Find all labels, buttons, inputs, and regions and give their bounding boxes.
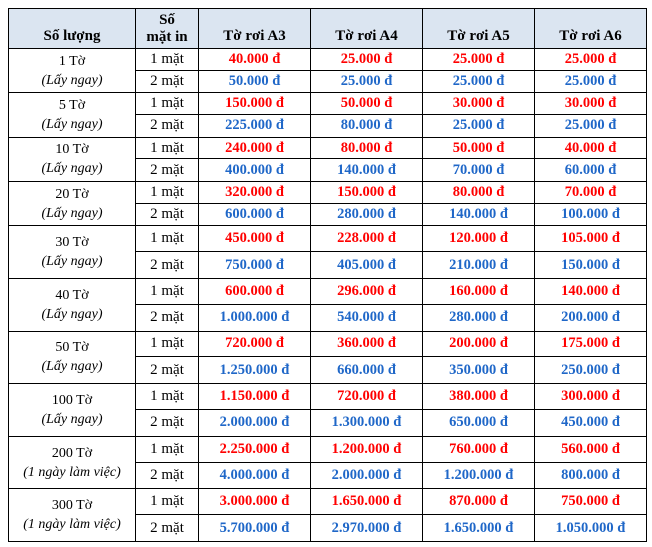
table-row <box>9 436 647 462</box>
price-table <box>8 8 647 542</box>
turnaround-note: (1 ngày làm việc) <box>23 517 121 533</box>
price-a4: 280.000 đ <box>311 203 423 226</box>
price-a5: 70.000 đ <box>423 159 535 182</box>
price-a3: 50.000 đ <box>199 70 311 93</box>
sides-cell: 1 mặt <box>136 93 199 115</box>
price-a3: 1.000.000 đ <box>199 304 311 331</box>
price-a4: 405.000 đ <box>311 252 423 279</box>
price-a4: 1.200.000 đ <box>311 436 423 462</box>
price-a6: 150.000 đ <box>535 252 647 279</box>
price-a6: 100.000 đ <box>535 203 647 226</box>
table-row <box>9 226 647 252</box>
price-a4: 296.000 đ <box>311 278 423 304</box>
table-row <box>9 93 647 115</box>
price-a6: 300.000 đ <box>535 384 647 410</box>
price-a4: 140.000 đ <box>311 159 423 182</box>
price-a3: 1.250.000 đ <box>199 357 311 384</box>
quantity-label: 40 Tờ <box>55 287 89 303</box>
sides-cell: 2 mặt <box>136 70 199 93</box>
price-a6: 70.000 đ <box>535 182 647 204</box>
price-a6: 25.000 đ <box>535 115 647 138</box>
price-a3: 450.000 đ <box>199 226 311 252</box>
price-a5: 160.000 đ <box>423 278 535 304</box>
sides-cell: 2 mặt <box>136 462 199 489</box>
table-row <box>9 489 647 515</box>
quantity-label: 30 Tờ <box>55 235 89 251</box>
turnaround-note: (Lấy ngay) <box>41 205 103 221</box>
quantity-label: 300 Tờ <box>51 498 93 514</box>
sides-cell: 1 mặt <box>136 137 199 159</box>
turnaround-note: (Lấy ngay) <box>41 306 103 322</box>
price-a6: 60.000 đ <box>535 159 647 182</box>
price-a6: 175.000 đ <box>535 331 647 357</box>
turnaround-note: (Lấy ngay) <box>41 411 103 427</box>
price-a4: 1.300.000 đ <box>311 409 423 436</box>
sides-cell: 1 mặt <box>136 489 199 515</box>
price-a3: 150.000 đ <box>199 93 311 115</box>
price-a3: 400.000 đ <box>199 159 311 182</box>
price-a4: 1.650.000 đ <box>311 489 423 515</box>
price-a4: 720.000 đ <box>311 384 423 410</box>
price-a6: 750.000 đ <box>535 489 647 515</box>
sides-cell: 2 mặt <box>136 409 199 436</box>
header-sides-line1: Số <box>159 11 175 28</box>
sides-cell: 1 mặt <box>136 331 199 357</box>
sides-cell: 1 mặt <box>136 226 199 252</box>
price-a4: 2.970.000 đ <box>311 515 423 542</box>
price-a3: 1.150.000 đ <box>199 384 311 410</box>
quantity-label: 20 Tờ <box>55 186 89 202</box>
sides-cell: 2 mặt <box>136 252 199 279</box>
header-a4: Tờ rơi A4 <box>311 9 423 49</box>
quantity-cell <box>9 137 136 181</box>
table-row <box>9 137 647 159</box>
turnaround-note: (Lấy ngay) <box>41 359 103 375</box>
price-a4: 150.000 đ <box>311 182 423 204</box>
sides-cell: 1 mặt <box>136 436 199 462</box>
table-row <box>9 331 647 357</box>
turnaround-note: (Lấy ngay) <box>41 161 103 177</box>
price-a3: 600.000 đ <box>199 203 311 226</box>
turnaround-note: (Lấy ngay) <box>41 72 103 88</box>
price-a6: 25.000 đ <box>535 70 647 93</box>
sides-cell: 1 mặt <box>136 278 199 304</box>
price-a5: 760.000 đ <box>423 436 535 462</box>
price-a3: 5.700.000 đ <box>199 515 311 542</box>
quantity-cell <box>9 436 136 489</box>
table-row <box>9 49 647 71</box>
sides-cell: 1 mặt <box>136 49 199 71</box>
quantity-cell <box>9 489 136 542</box>
sides-cell: 1 mặt <box>136 182 199 204</box>
price-table-header <box>9 9 647 49</box>
price-a5: 25.000 đ <box>423 70 535 93</box>
price-a3: 2.000.000 đ <box>199 409 311 436</box>
quantity-label: 100 Tờ <box>51 392 93 408</box>
quantity-label: 10 Tờ <box>55 142 89 158</box>
price-a5: 350.000 đ <box>423 357 535 384</box>
price-a5: 380.000 đ <box>423 384 535 410</box>
table-row <box>9 384 647 410</box>
price-a3: 750.000 đ <box>199 252 311 279</box>
sides-cell: 2 mặt <box>136 159 199 182</box>
table-row <box>9 182 647 204</box>
price-a4: 50.000 đ <box>311 93 423 115</box>
turnaround-note: (1 ngày làm việc) <box>23 464 121 480</box>
price-a3: 720.000 đ <box>199 331 311 357</box>
price-a6: 450.000 đ <box>535 409 647 436</box>
price-a5: 25.000 đ <box>423 115 535 138</box>
price-a5: 1.650.000 đ <box>423 515 535 542</box>
price-a5: 1.200.000 đ <box>423 462 535 489</box>
price-a6: 560.000 đ <box>535 436 647 462</box>
quantity-label: 5 Tờ <box>58 98 86 114</box>
sides-cell: 2 mặt <box>136 115 199 138</box>
quantity-cell <box>9 278 136 331</box>
sides-cell: 1 mặt <box>136 384 199 410</box>
quantity-cell <box>9 331 136 384</box>
header-a5: Tờ rơi A5 <box>423 9 535 49</box>
price-a5: 210.000 đ <box>423 252 535 279</box>
quantity-cell <box>9 93 136 137</box>
quantity-label: 1 Tờ <box>58 53 86 69</box>
quantity-label: 50 Tờ <box>55 340 89 356</box>
turnaround-note: (Lấy ngay) <box>41 254 103 270</box>
price-a3: 40.000 đ <box>199 49 311 71</box>
price-a5: 870.000 đ <box>423 489 535 515</box>
quantity-cell <box>9 226 136 279</box>
price-a4: 25.000 đ <box>311 49 423 71</box>
price-table-body <box>9 49 647 542</box>
price-a4: 80.000 đ <box>311 137 423 159</box>
price-a6: 1.050.000 đ <box>535 515 647 542</box>
price-a6: 200.000 đ <box>535 304 647 331</box>
price-a6: 25.000 đ <box>535 49 647 71</box>
price-a3: 3.000.000 đ <box>199 489 311 515</box>
turnaround-note: (Lấy ngay) <box>41 117 103 133</box>
price-a6: 30.000 đ <box>535 93 647 115</box>
sides-cell: 2 mặt <box>136 304 199 331</box>
price-a6: 40.000 đ <box>535 137 647 159</box>
price-a4: 660.000 đ <box>311 357 423 384</box>
price-a5: 650.000 đ <box>423 409 535 436</box>
price-a4: 540.000 đ <box>311 304 423 331</box>
quantity-cell <box>9 182 136 226</box>
sides-cell: 2 mặt <box>136 203 199 226</box>
quantity-label: 200 Tờ <box>51 445 93 461</box>
price-a6: 800.000 đ <box>535 462 647 489</box>
header-a3: Tờ rơi A3 <box>199 9 311 49</box>
price-a5: 140.000 đ <box>423 203 535 226</box>
price-a3: 240.000 đ <box>199 137 311 159</box>
header-quantity: Số lượng <box>9 9 136 49</box>
price-a5: 25.000 đ <box>423 49 535 71</box>
price-a4: 25.000 đ <box>311 70 423 93</box>
price-a4: 2.000.000 đ <box>311 462 423 489</box>
price-a3: 225.000 đ <box>199 115 311 138</box>
price-a4: 80.000 đ <box>311 115 423 138</box>
header-sides <box>136 9 199 49</box>
sides-cell: 2 mặt <box>136 357 199 384</box>
header-a6: Tờ rơi A6 <box>535 9 647 49</box>
quantity-cell <box>9 384 136 437</box>
sides-cell: 2 mặt <box>136 515 199 542</box>
price-a4: 228.000 đ <box>311 226 423 252</box>
quantity-cell <box>9 49 136 93</box>
price-a3: 320.000 đ <box>199 182 311 204</box>
price-a5: 80.000 đ <box>423 182 535 204</box>
price-a5: 30.000 đ <box>423 93 535 115</box>
price-a3: 4.000.000 đ <box>199 462 311 489</box>
price-a4: 360.000 đ <box>311 331 423 357</box>
price-a5: 50.000 đ <box>423 137 535 159</box>
price-a5: 120.000 đ <box>423 226 535 252</box>
header-sides-line2: mặt in <box>146 28 188 45</box>
price-a3: 600.000 đ <box>199 278 311 304</box>
price-a6: 105.000 đ <box>535 226 647 252</box>
price-a6: 250.000 đ <box>535 357 647 384</box>
price-a6: 140.000 đ <box>535 278 647 304</box>
price-a5: 200.000 đ <box>423 331 535 357</box>
price-a5: 280.000 đ <box>423 304 535 331</box>
price-a3: 2.250.000 đ <box>199 436 311 462</box>
table-row <box>9 278 647 304</box>
